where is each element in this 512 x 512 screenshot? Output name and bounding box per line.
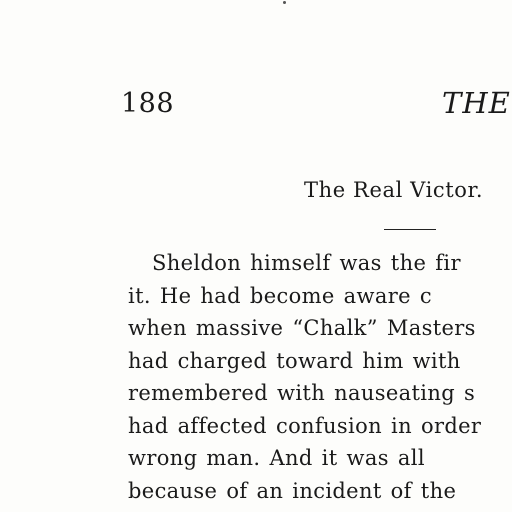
title-rule	[384, 229, 436, 230]
running-head: THE	[442, 86, 511, 120]
body-line-6: had affected confusion in order	[128, 414, 482, 438]
page-number: 188	[121, 88, 175, 119]
body-line-7: wrong man. And it was all	[128, 446, 425, 470]
stray-ink-mark	[283, 1, 286, 4]
body-line-5: remembered with nauseating s	[128, 381, 476, 405]
body-line-2: it. He had become aware c	[128, 284, 433, 308]
body-line-1: Sheldon himself was the fir	[152, 251, 461, 275]
section-title: The Real Victor.	[304, 178, 484, 202]
body-line-4: had charged toward him with	[128, 349, 461, 373]
body-line-3: when massive “Chalk” Masters	[128, 316, 476, 340]
body-line-8: because of an incident of the	[128, 479, 457, 503]
